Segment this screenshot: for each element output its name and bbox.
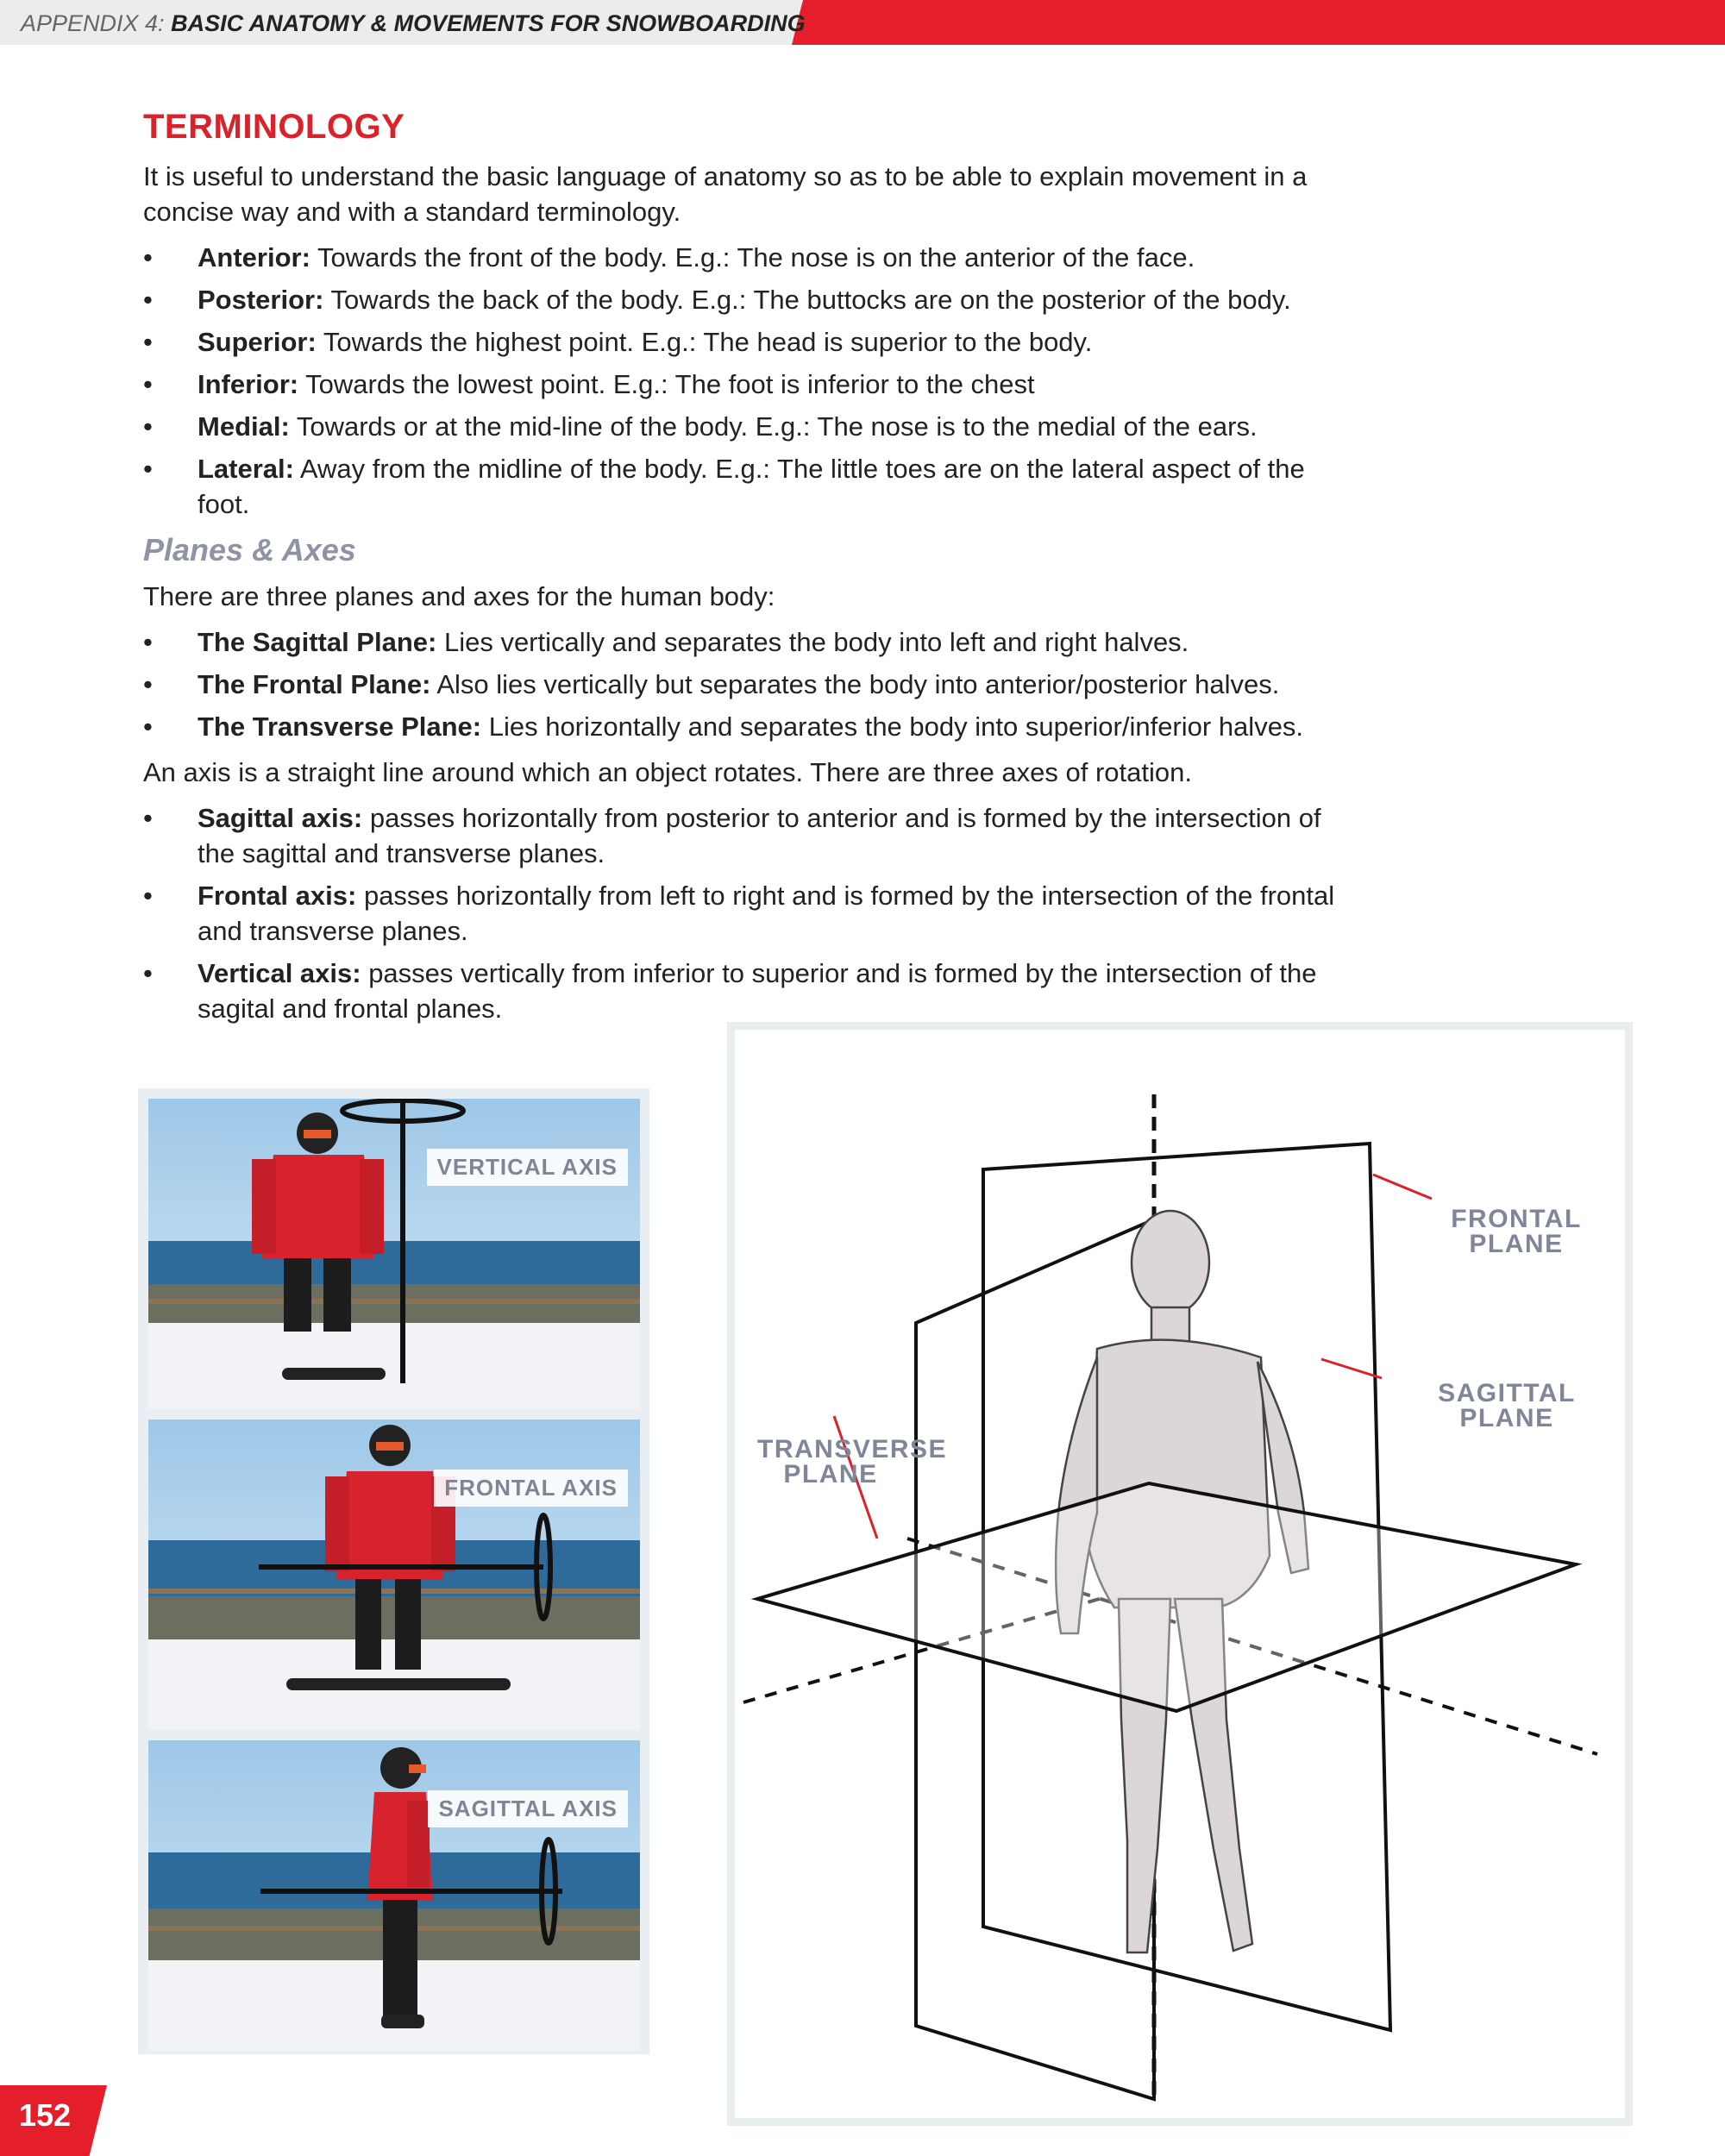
- list-item: • The Frontal Plane: Also lies vertically but separates the body into anterior/posterior halves.: [143, 669, 1280, 699]
- planes-heading: Planes & Axes: [143, 532, 356, 567]
- list-item: • Lateral: Away from the midline of the body. E.g.: The little toes are on the lateral aspect of the foot.: [143, 454, 1305, 519]
- snowboarder-vertical-illustration: [148, 1099, 640, 1409]
- snowboarder-frontal-illustration: [148, 1420, 640, 1730]
- list-item: • Superior: Towards the highest point. E.g.: The head is superior to the body.: [143, 327, 1093, 357]
- vertical-axis-photo: [148, 1099, 640, 1409]
- list-item: • Posterior: Towards the back of the body. E.g.: The buttocks are on the posterior of the body.: [143, 285, 1291, 315]
- terminology-intro: It is useful to understand the basic language of anatomy so as to be able to explain movement in a concise way and with a standard terminology.: [143, 161, 1308, 227]
- planes-intro: There are three planes and axes for the human body:: [143, 581, 775, 611]
- main-content: [143, 108, 1351, 1037]
- axis-intro: An axis is a straight line around which an object rotates. There are three axes of rotation.: [143, 757, 1192, 787]
- header-title: [21, 10, 806, 37]
- body-planes-illustration: [735, 1030, 1625, 2118]
- snowboarder-sagittal-illustration: [148, 1740, 640, 2051]
- list-item: • The Sagittal Plane: Lies vertically and separates the body into left and right halves.: [143, 627, 1189, 657]
- list-item: • The Transverse Plane: Lies horizontally and separates the body into superior/inferior halves.: [143, 711, 1304, 742]
- page-header: [0, 0, 1725, 45]
- vertical-axis-label: VERTICAL AXIS: [427, 1149, 628, 1186]
- frontal-axis-label: FRONTAL AXIS: [434, 1470, 628, 1507]
- frontal-plane-label: FRONTAL PLANE: [1451, 1205, 1582, 1258]
- header-red-band: [792, 0, 1725, 45]
- transverse-label-line1: TRANSVERSE: [757, 1435, 948, 1463]
- planes-list: [143, 624, 1351, 744]
- page-number: 152: [19, 2097, 72, 2133]
- header-main-title: BASIC ANATOMY & MOVEMENTS FOR SNOWBOARDING: [171, 10, 806, 36]
- planes-diagram: [727, 1022, 1633, 2126]
- list-item: • Sagittal axis: passes horizontally from posterior to anterior and is formed by the intersection of the sagittal and transverse planes.: [143, 803, 1321, 868]
- transverse-plane-label: [757, 1435, 948, 1489]
- list-item: • Frontal axis: passes horizontally from left to right and is formed by the intersection of the frontal and transverse planes.: [143, 881, 1335, 946]
- terminology-list: [143, 240, 1351, 522]
- frontal-axis-photo: [148, 1420, 640, 1730]
- sagittal-plane-label: SAGITTAL PLANE: [1438, 1379, 1576, 1432]
- axis-photo-panel: [138, 1088, 649, 2054]
- axes-list: [143, 800, 1351, 1026]
- sagittal-axis-photo: [148, 1740, 640, 2051]
- list-item: • Anterior: Towards the front of the body. E.g.: The nose is on the anterior of the face.: [143, 242, 1195, 273]
- list-item: • Inferior: Towards the lowest point. E.g.: The foot is inferior to the chest: [143, 369, 1035, 399]
- transverse-label-line2: PLANE: [783, 1460, 878, 1489]
- terminology-heading: TERMINOLOGY: [143, 108, 405, 146]
- sagittal-axis-label: SAGITTAL AXIS: [428, 1790, 628, 1827]
- list-item: • Vertical axis: passes vertically from inferior to superior and is formed by the intersection of the sagital and frontal planes.: [143, 958, 1317, 1024]
- header-prefix: APPENDIX 4:: [21, 10, 165, 36]
- list-item: • Medial: Towards or at the mid-line of the body. E.g.: The nose is to the medial of the ears.: [143, 411, 1258, 442]
